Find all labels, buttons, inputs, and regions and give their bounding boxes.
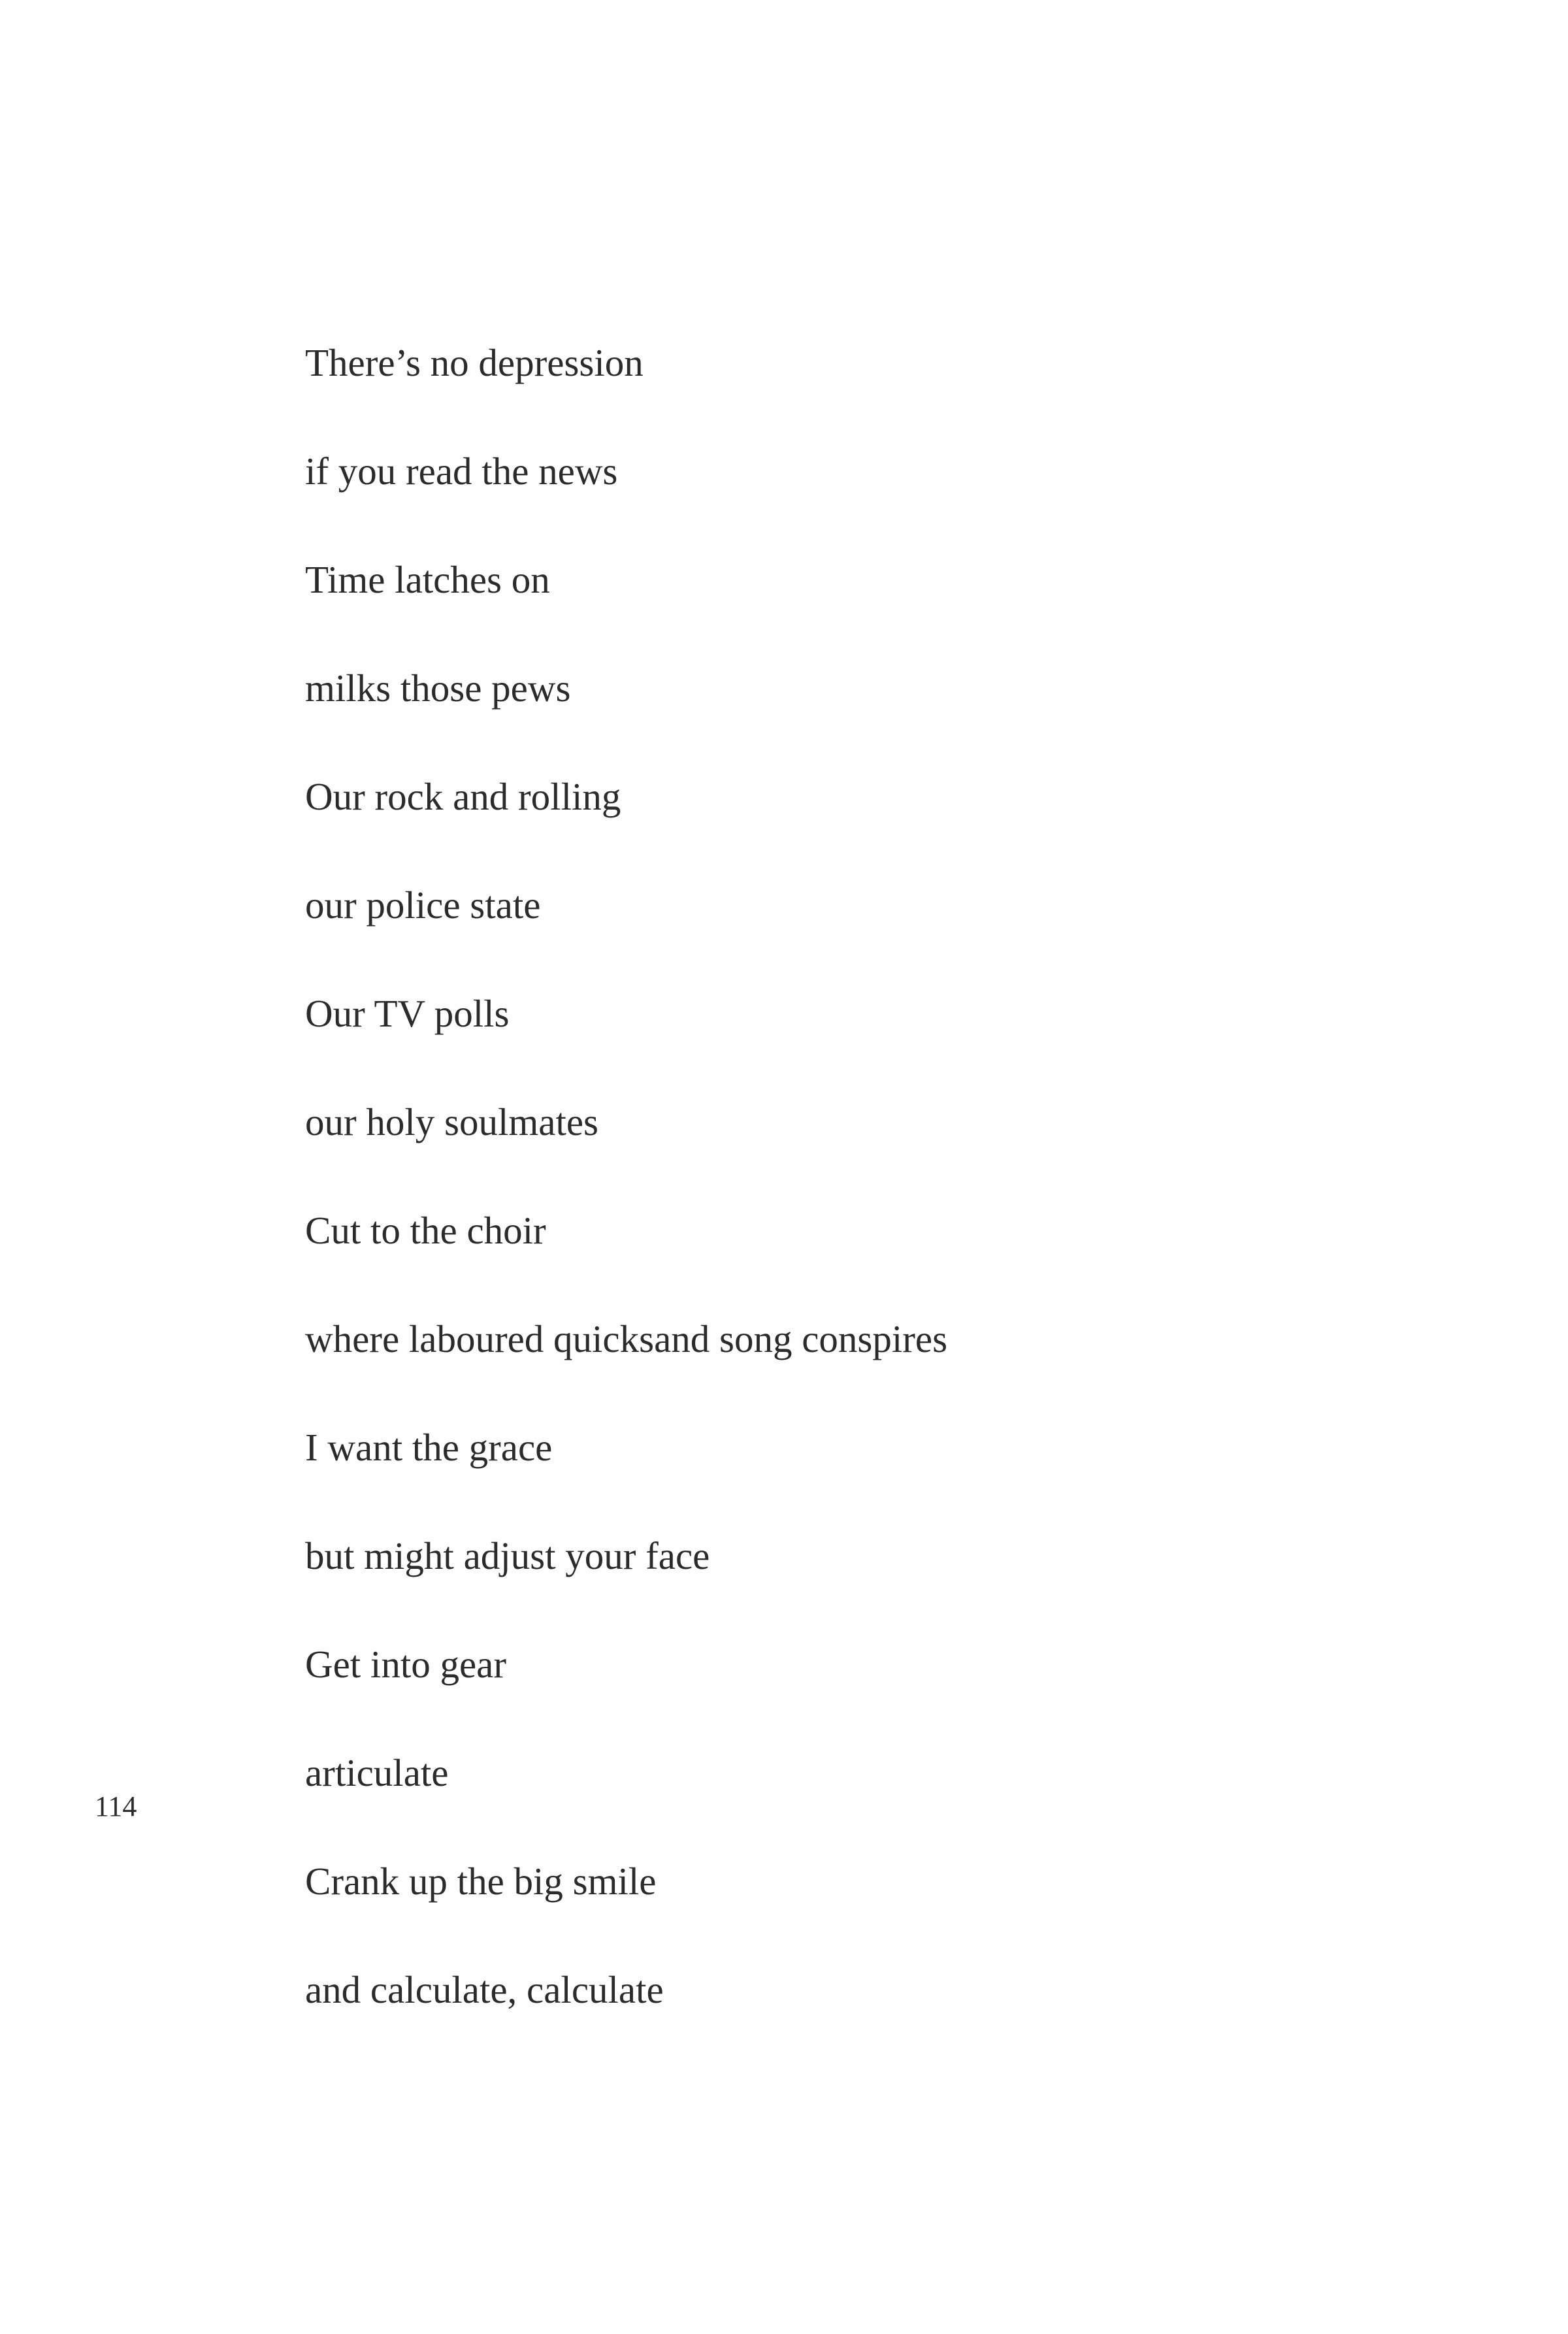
poem-line: and calculate, calculate [305,1968,664,2011]
poem-line: Our rock and rolling [305,775,621,818]
poem-line: Cut to the choir [305,1209,546,1252]
poem-line: Crank up the big smile [305,1860,657,1903]
page-number: 114 [95,1790,137,1822]
poem-line: milks those pews [305,666,571,710]
poem-line: Our TV polls [305,992,510,1035]
poem-text [305,333,947,2069]
poem-line: Get into gear [305,1643,506,1686]
poem-line: but might adjust your face [305,1534,710,1577]
poem-line: There’s no depression [305,341,644,384]
poem-line: our holy soulmates [305,1100,599,1143]
poem-line: Time latches on [305,558,550,601]
poem-line: articulate [305,1751,449,1794]
poem-line: I want the grace [305,1426,553,1469]
poem-line: if you read the news [305,450,618,493]
poem-line: where laboured quicksand song conspires [305,1317,948,1360]
poem-line: our police state [305,883,541,927]
